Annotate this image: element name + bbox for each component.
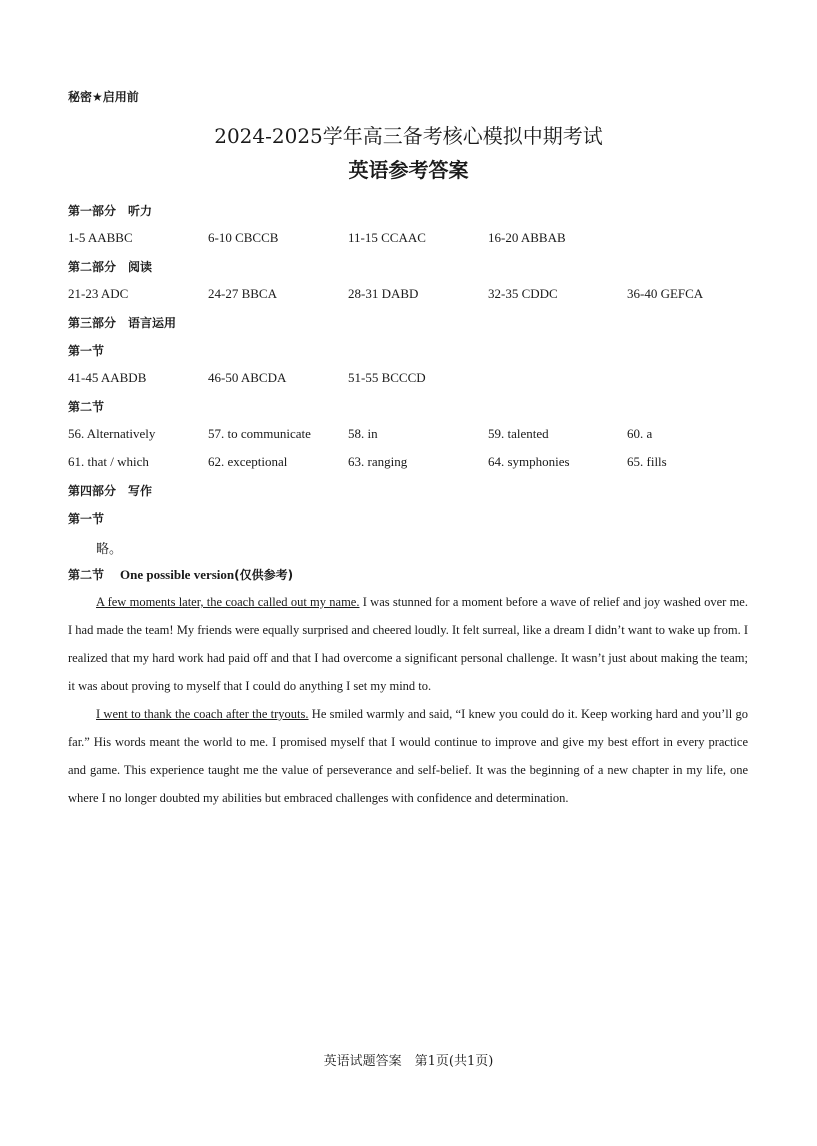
- part1-heading: 第一部分 听力: [68, 204, 153, 218]
- answer-group: 32-35 CDDC: [488, 286, 558, 301]
- answer-key-title: 英语参考答案: [348, 158, 469, 182]
- part3-section1-heading: 第一节: [68, 344, 105, 358]
- answer-group: 46-50 ABCDA: [208, 370, 287, 385]
- answer-item: 58. in: [348, 426, 378, 441]
- paragraph-1-body: I was stunned for a moment before a wave of relief and joy washed over me. I had made the team! My friends were equally surprised and cheered loudly. It felt surreal, like a dream I didn’t want to wake up from. I realized that my hard work had paid off and that I had overcome a significant personal challenge. It wasn’t just about making the team; it was about proving to myself that I could do anything I set my mind to.: [68, 595, 748, 693]
- essay-paragraph-2: [68, 700, 748, 812]
- answer-item: 59. talented: [488, 426, 549, 441]
- page-footer: 英语试题答案 第1页(共1页): [323, 1054, 494, 1069]
- confidential-label: 秘密★启用前: [68, 90, 139, 104]
- part4-heading: 第四部分 写作: [68, 484, 153, 498]
- answer-item: 64. symphonies: [488, 454, 570, 469]
- part3-section2-answers-row-1: [68, 426, 768, 444]
- part2-answers-row: [68, 286, 768, 304]
- omitted-note: 略。: [96, 542, 123, 557]
- answer-group: 24-27 BBCA: [208, 286, 277, 301]
- part3-heading: 第三部分 语言运用: [68, 316, 177, 330]
- answer-item: 56. Alternatively: [68, 426, 156, 441]
- part1-answers-row: [68, 230, 768, 248]
- answer-group: 11-15 CCAAC: [348, 230, 426, 245]
- answer-item: 60. a: [627, 426, 653, 441]
- sample-version-label: One possible version: [120, 567, 235, 582]
- part4-section2-heading: [68, 566, 293, 583]
- part4-section1-heading: 第一节: [68, 512, 105, 526]
- part2-heading: 第二部分 阅读: [68, 260, 153, 274]
- paragraph-1-lead-sentence: A few moments later, the coach called out my name.: [96, 595, 360, 609]
- part3-section2-heading: 第二节: [68, 400, 105, 414]
- answer-group: 21-23 ADC: [68, 286, 129, 301]
- reference-note: (仅供参考): [234, 568, 294, 582]
- paragraph-2-body: He smiled warmly and said, “I knew you could do it. Keep working hard and you’ll go far.” His words meant the world to me. I promised myself that I would continue to improve and give my best effort in every practice and game. This experience taught me the value of perseverance and self-belief. It was the beginning of a new chapter in my life, one where I no longer doubted my abilities but embraced challenges with confidence and determination.: [68, 707, 748, 805]
- part3-section1-answers-row: [68, 370, 768, 388]
- answer-group: 6-10 CBCCB: [208, 230, 279, 245]
- answer-group: 51-55 BCCCD: [348, 370, 426, 385]
- paragraph-2-lead-sentence: I went to thank the coach after the tryouts.: [96, 707, 309, 721]
- part3-section2-answers-row-2: [68, 454, 768, 472]
- essay-paragraph-1: [68, 588, 748, 700]
- answer-group: 36-40 GEFCA: [627, 286, 704, 301]
- answer-item: 62. exceptional: [208, 454, 288, 469]
- answer-item: 61. that / which: [68, 454, 149, 469]
- answer-group: 28-31 DABD: [348, 286, 419, 301]
- answer-item: 65. fills: [627, 454, 667, 469]
- answer-item: 57. to communicate: [208, 426, 311, 441]
- section2-label: 第二节: [68, 568, 105, 582]
- answer-group: 16-20 ABBAB: [488, 230, 566, 245]
- answer-item: 63. ranging: [348, 454, 408, 469]
- answer-group: 41-45 AABDB: [68, 370, 147, 385]
- answer-group: 1-5 AABBC: [68, 230, 133, 245]
- exam-title: 2024-2025学年高三备考核心模拟中期考试: [214, 124, 603, 148]
